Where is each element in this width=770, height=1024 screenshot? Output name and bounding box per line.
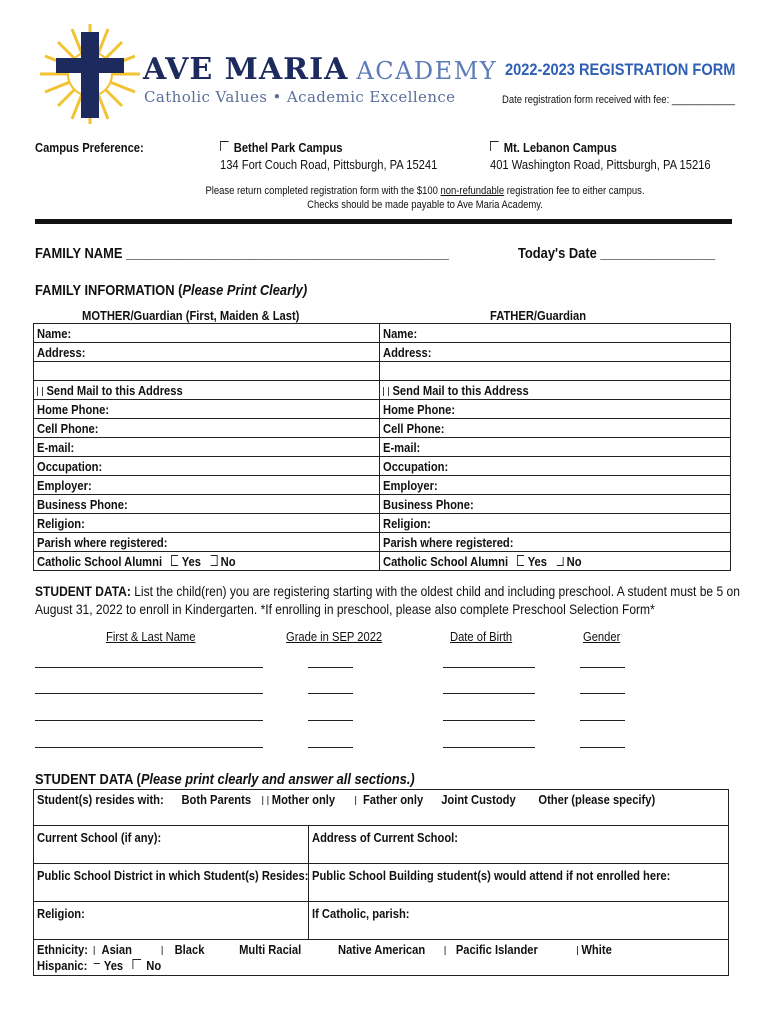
checkbox-icon[interactable] bbox=[383, 387, 389, 396]
table-row bbox=[34, 476, 731, 495]
table-row bbox=[34, 343, 731, 362]
checkbox-icon[interactable] bbox=[220, 141, 229, 151]
checkbox-icon[interactable] bbox=[577, 946, 578, 955]
fee-received-line: Date registration form received with fee: ____________ bbox=[502, 94, 735, 106]
col-header-gender: Gender bbox=[583, 629, 621, 644]
current-school-address-field[interactable]: Address of Current School: bbox=[309, 826, 729, 864]
table-row bbox=[34, 826, 729, 864]
hispanic-option-yes[interactable]: Yes bbox=[90, 958, 123, 973]
student-dob-line[interactable] bbox=[443, 693, 535, 694]
table-row bbox=[34, 940, 729, 976]
bethel-address: 134 Fort Couch Road, Pittsburgh, PA 15241 bbox=[220, 157, 438, 172]
ethnicity-option-native[interactable]: Native American bbox=[338, 942, 426, 957]
student-gender-line[interactable] bbox=[580, 667, 625, 668]
student-religion-field[interactable]: Religion: bbox=[34, 902, 309, 940]
mother-name-field[interactable]: Name: bbox=[34, 324, 380, 343]
mother-address-line2[interactable] bbox=[34, 362, 380, 381]
checkbox-icon[interactable] bbox=[490, 141, 499, 151]
checkbox-icon[interactable] bbox=[37, 387, 43, 396]
hispanic-option-no[interactable]: No bbox=[126, 958, 161, 973]
school-district-field[interactable]: Public School District in which Student(s) Resides: bbox=[34, 864, 309, 902]
mother-home-phone-field[interactable]: Home Phone: bbox=[34, 400, 380, 419]
student-data-intro-line2: August 31, 2022 to enroll in Kindergarten. *If enrolling in preschool, please also complete Preschool Selection Form* bbox=[35, 601, 655, 617]
table-row bbox=[34, 400, 731, 419]
mother-occupation-field[interactable]: Occupation: bbox=[34, 457, 380, 476]
table-row bbox=[34, 324, 731, 343]
family-info-table bbox=[33, 323, 731, 571]
todays-date-field[interactable]: Today's Date ________________ bbox=[518, 245, 716, 262]
resides-with-field: Student(s) resides with: Both Parents Mother only Father only Joint Custody Other (please specify) bbox=[34, 790, 729, 826]
school-building-field[interactable]: Public School Building student(s) would attend if not enrolled here: bbox=[309, 864, 729, 902]
checkbox-icon[interactable] bbox=[517, 555, 524, 566]
father-parish-field[interactable]: Parish where registered: bbox=[380, 533, 731, 552]
father-home-phone-field[interactable]: Home Phone: bbox=[380, 400, 731, 419]
student-data-intro: STUDENT DATA: List the child(ren) you are registering starting with the oldest child and including preschool. A student must be 5 on bbox=[35, 583, 740, 599]
father-employer-field[interactable]: Employer: bbox=[380, 476, 731, 495]
student-grade-line[interactable] bbox=[308, 720, 353, 721]
ethnicity-option-white[interactable]: White bbox=[581, 942, 612, 957]
student-grade-line[interactable] bbox=[308, 667, 353, 668]
checks-payable-note: Checks should be made payable to Ave Maria Academy. bbox=[307, 199, 543, 211]
father-address-line2[interactable] bbox=[380, 362, 731, 381]
return-note: Please return completed registration form with the $100 non-refundable registration fee to either campus. bbox=[205, 185, 645, 197]
table-row bbox=[34, 533, 731, 552]
table-row bbox=[34, 457, 731, 476]
form-title: 2022-2023 REGISTRATION FORM bbox=[505, 60, 736, 79]
checkbox-icon[interactable] bbox=[556, 557, 563, 566]
ethnicity-field: Ethnicity: Asian Black Multi Racial Native American Pacific Islander White Hispanic: Yes No bbox=[34, 940, 729, 976]
mother-business-phone-field[interactable]: Business Phone: bbox=[34, 495, 380, 514]
table-row bbox=[34, 552, 731, 571]
checkbox-icon[interactable] bbox=[262, 796, 268, 805]
father-business-phone-field[interactable]: Business Phone: bbox=[380, 495, 731, 514]
mother-religion-field[interactable]: Religion: bbox=[34, 514, 380, 533]
student-gender-line[interactable] bbox=[580, 720, 625, 721]
table-row bbox=[34, 438, 731, 457]
ethnicity-option-asian[interactable]: Asian bbox=[101, 942, 132, 957]
logo-tagline: Catholic Values • Academic Excellence bbox=[144, 88, 456, 106]
student-name-line[interactable] bbox=[35, 693, 263, 694]
ethnicity-option-black[interactable]: Black bbox=[174, 942, 205, 957]
resides-option-joint[interactable]: Joint Custody bbox=[441, 792, 516, 807]
mother-employer-field[interactable]: Employer: bbox=[34, 476, 380, 495]
student-name-line[interactable] bbox=[35, 747, 263, 748]
father-cell-phone-field[interactable]: Cell Phone: bbox=[380, 419, 731, 438]
father-send-mail-option[interactable]: Send Mail to this Address bbox=[380, 381, 731, 400]
student-data-table bbox=[33, 789, 729, 976]
resides-option-mother[interactable]: Mother only bbox=[262, 792, 335, 807]
father-address-field[interactable]: Address: bbox=[380, 343, 731, 362]
cross-logo-icon bbox=[40, 24, 140, 124]
table-row bbox=[34, 902, 729, 940]
table-row bbox=[34, 495, 731, 514]
campus-option-lebanon[interactable]: Mt. Lebanon Campus bbox=[490, 140, 617, 155]
table-row bbox=[34, 362, 731, 381]
father-name-field[interactable]: Name: bbox=[380, 324, 731, 343]
mother-alumni-field[interactable]: Catholic School Alumni Yes No bbox=[34, 552, 380, 571]
father-religion-field[interactable]: Religion: bbox=[380, 514, 731, 533]
student-dob-line[interactable] bbox=[443, 667, 535, 668]
mother-cell-phone-field[interactable]: Cell Phone: bbox=[34, 419, 380, 438]
table-row bbox=[34, 419, 731, 438]
table-row bbox=[34, 790, 729, 826]
resides-option-father[interactable]: Father only bbox=[362, 792, 424, 807]
family-info-heading: FAMILY INFORMATION (Please Print Clearly) bbox=[35, 282, 308, 299]
col-header-grade: Grade in SEP 2022 bbox=[286, 629, 383, 644]
student-gender-line[interactable] bbox=[580, 693, 625, 694]
checkbox-icon[interactable] bbox=[94, 946, 95, 955]
checkbox-icon[interactable] bbox=[94, 963, 100, 969]
checkbox-icon[interactable] bbox=[445, 946, 446, 955]
lebanon-address: 401 Washington Road, Pittsburgh, PA 15216 bbox=[490, 157, 711, 172]
col-header-name: First & Last Name bbox=[106, 629, 196, 644]
father-occupation-field[interactable]: Occupation: bbox=[380, 457, 731, 476]
mother-address-field[interactable]: Address: bbox=[34, 343, 380, 362]
ethnicity-option-pacific[interactable]: Pacific Islander bbox=[455, 942, 538, 957]
table-row bbox=[34, 381, 731, 400]
mother-email-field[interactable]: E-mail: bbox=[34, 438, 380, 457]
col-header-dob: Date of Birth bbox=[450, 629, 513, 644]
section-divider bbox=[35, 219, 732, 224]
student-gender-line[interactable] bbox=[580, 747, 625, 748]
mother-parish-field[interactable]: Parish where registered: bbox=[34, 533, 380, 552]
student-grade-line[interactable] bbox=[308, 747, 353, 748]
checkbox-icon[interactable] bbox=[210, 555, 217, 566]
resides-option-other[interactable]: Other (please specify) bbox=[538, 792, 656, 807]
checkbox-icon[interactable] bbox=[133, 959, 142, 969]
student-parish-field[interactable]: If Catholic, parish: bbox=[309, 902, 729, 940]
checkbox-icon[interactable] bbox=[171, 555, 178, 566]
mother-send-mail-option[interactable]: Send Mail to this Address bbox=[34, 381, 380, 400]
checkbox-icon[interactable] bbox=[355, 796, 356, 805]
father-alumni-field[interactable]: Catholic School Alumni Yes No bbox=[380, 552, 731, 571]
campus-preference-label: Campus Preference: bbox=[35, 140, 144, 155]
father-email-field[interactable]: E-mail: bbox=[380, 438, 731, 457]
student-name-line[interactable] bbox=[35, 720, 263, 721]
campus-option-bethel[interactable]: Bethel Park Campus bbox=[220, 140, 342, 155]
student-grade-line[interactable] bbox=[308, 693, 353, 694]
table-row bbox=[34, 864, 729, 902]
ethnicity-option-multi[interactable]: Multi Racial bbox=[239, 942, 302, 957]
family-name-field[interactable]: FAMILY NAME _____________________________________________ bbox=[35, 245, 449, 262]
father-heading: FATHER/Guardian bbox=[490, 308, 587, 323]
mother-heading: MOTHER/Guardian (First, Maiden & Last) bbox=[82, 308, 300, 323]
student-data-heading: STUDENT DATA (Please print clearly and answer all sections.) bbox=[35, 771, 415, 788]
current-school-field[interactable]: Current School (if any): bbox=[34, 826, 309, 864]
table-row bbox=[34, 514, 731, 533]
logo-wordmark: AVE MARIA ACADEMY bbox=[143, 52, 498, 87]
resides-option-both[interactable]: Both Parents bbox=[181, 792, 252, 807]
student-name-line[interactable] bbox=[35, 667, 263, 668]
checkbox-icon[interactable] bbox=[162, 946, 163, 955]
student-dob-line[interactable] bbox=[443, 747, 535, 748]
student-dob-line[interactable] bbox=[443, 720, 535, 721]
